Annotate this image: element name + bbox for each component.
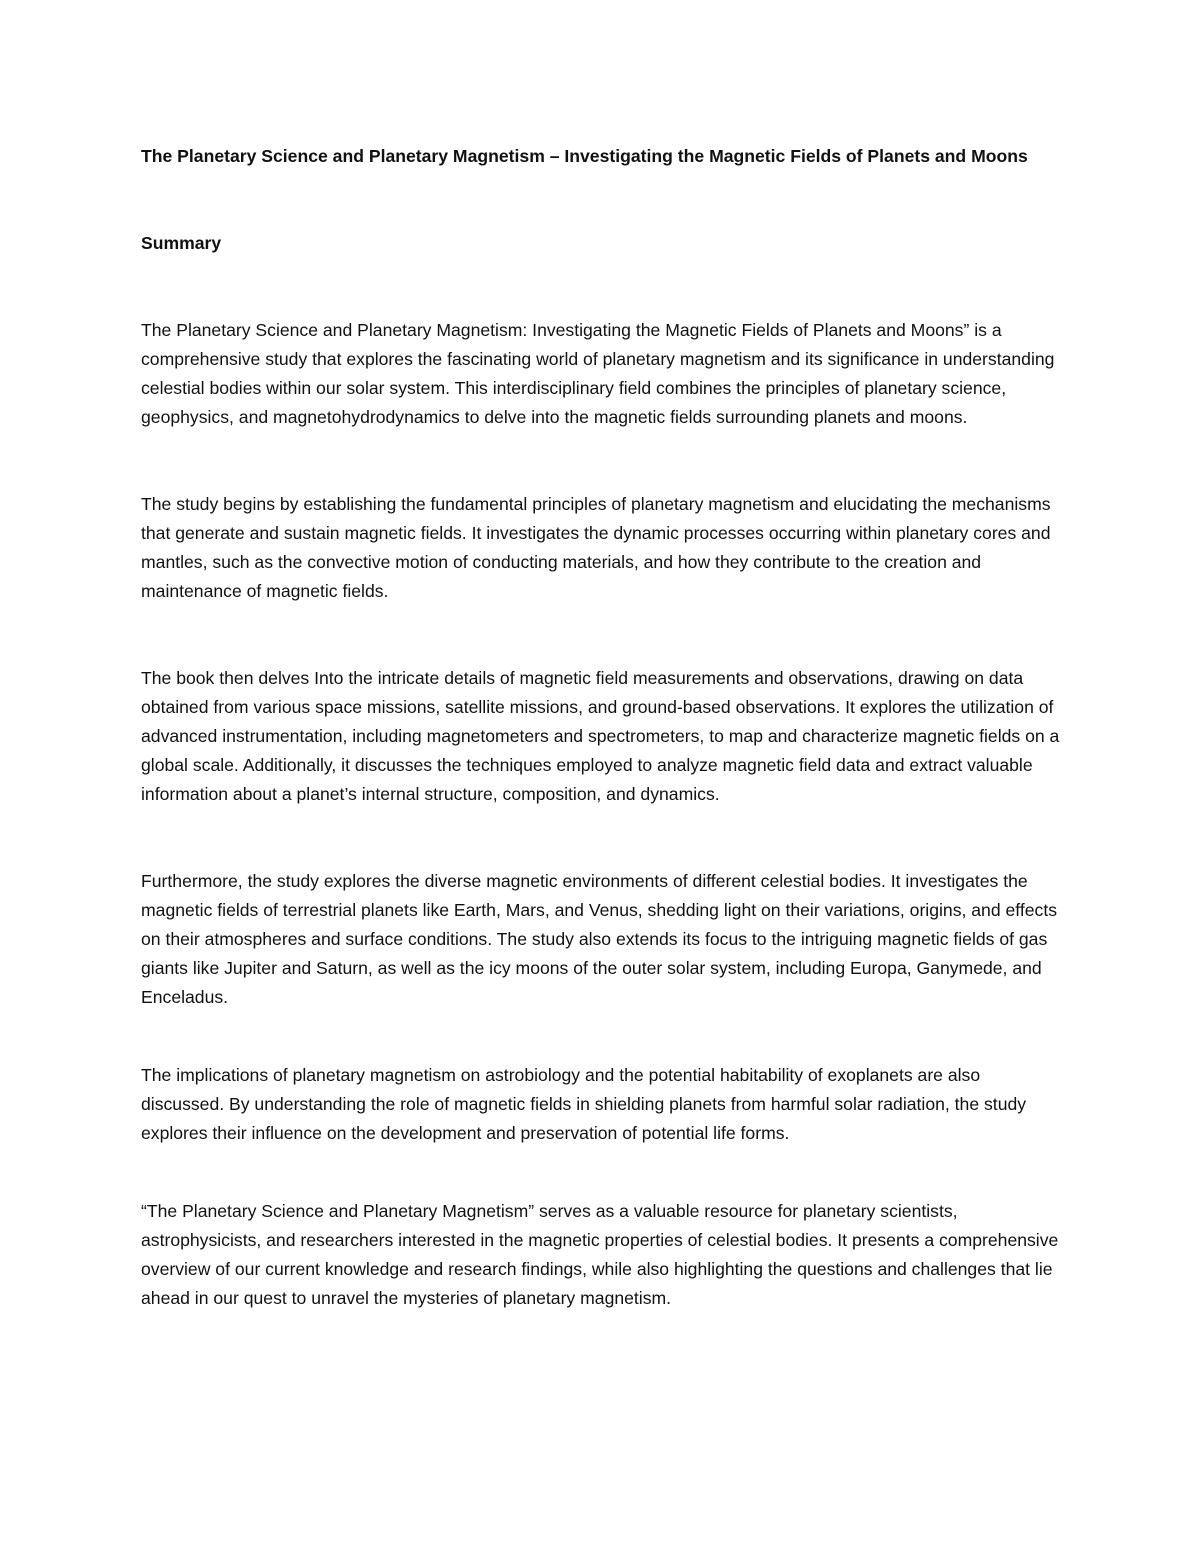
document-title: The Planetary Science and Planetary Magnetism – Investigating the Magnetic Fields of Planets and Moons: [141, 146, 1028, 166]
paragraph-principles: The study begins by establishing the fundamental principles of planetary magnetism and elucidating the mechanisms that generate and sustain magnetic fields. It investigates the dynamic processes occurring within planetary cores and mantles, such as the convective motion of conducting materials, and how they contribute to the creation and maintenance of magnetic fields.: [141, 494, 1051, 601]
paragraph-intro: The Planetary Science and Planetary Magnetism: Investigating the Magnetic Fields of Planets and Moons” is a comprehensive study that explores the fascinating world of planetary magnetism and its significance in understanding celestial bodies within our solar system. This interdisciplinary field combines the principles of planetary science, geophysics, and magnetohydrodynamics to delve into the magnetic fields surrounding planets and moons.: [141, 320, 1055, 427]
paragraph-conclusion: “The Planetary Science and Planetary Magnetism” serves as a valuable resource for planetary scientists, astrophysicists, and researchers interested in the magnetic properties of celestial bodies. It presents a comprehensive overview of our current knowledge and research findings, while also highlighting the questions and challenges that lie ahead in our quest to unravel the mysteries of planetary magnetism.: [141, 1201, 1059, 1308]
paragraph-environments: Furthermore, the study explores the diverse magnetic environments of different celestial bodies. It investigates the magnetic fields of terrestrial planets like Earth, Mars, and Venus, shedding light on their variations, origins, and effects on their atmospheres and surface conditions. The study also extends its focus to the intriguing magnetic fields of gas giants like Jupiter and Saturn, as well as the icy moons of the outer solar system, including Europa, Ganymede, and Enceladus.: [141, 871, 1058, 1007]
paragraph-measurements: The book then delves Into the intricate details of magnetic field measurements and observations, drawing on data obtained from various space missions, satellite missions, and ground-based observations. It explores the utilization of advanced instrumentation, including magnetometers and spectrometers, to map and characterize magnetic fields on a global scale. Additionally, it discusses the techniques employed to analyze magnetic field data and extract valuable information about a planet’s internal structure, composition, and dynamics.: [141, 668, 1060, 804]
summary-heading: Summary: [141, 233, 222, 253]
paragraph-implications: The implications of planetary magnetism on astrobiology and the potential habitability of exoplanets are also discussed. By understanding the role of magnetic fields in shielding planets from harmful solar radiation, the study explores their influence on the development and preservation of potential life forms.: [141, 1065, 1027, 1143]
document-body: [141, 142, 1061, 1313]
